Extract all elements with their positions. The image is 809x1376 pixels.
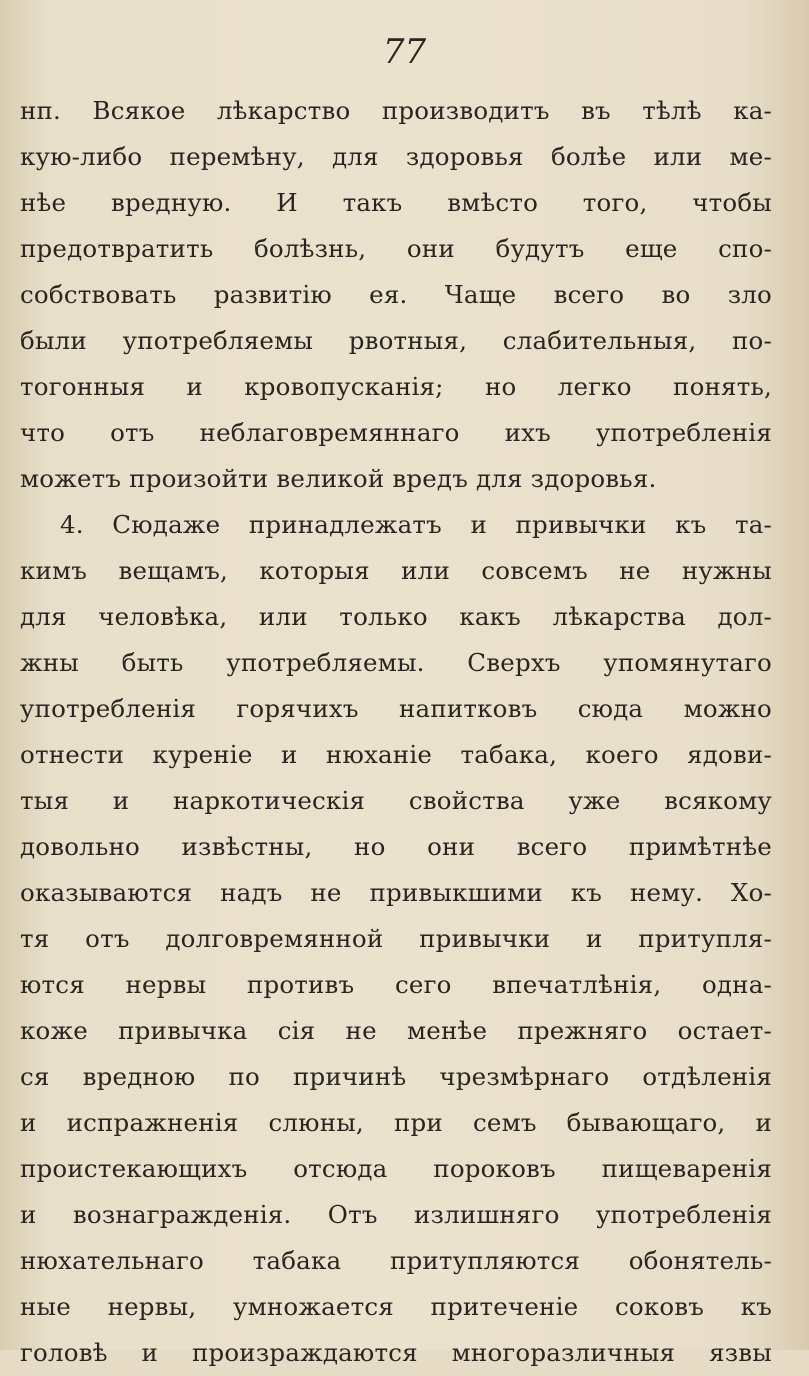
text-line: ся вредною по причинѣ чрезмѣрнаго отдѣленія [20, 1062, 772, 1091]
text-line: и вознагражденія. Отъ излишняго употребленія [20, 1200, 772, 1229]
text-line: жны быть употребляемы. Сверхъ упомянутаго [20, 648, 772, 677]
text-line: предотвратить болѣзнь, они будутъ еще спо- [20, 234, 772, 263]
text-line: нѣе вредную. И такъ вмѣсто того, чтобы [20, 188, 772, 217]
text-line: коже привычка сія не менѣе прежняго остает- [20, 1016, 772, 1045]
text-line: собствовать развитію ея. Чаще всего во зло [20, 280, 772, 309]
text-line: тогонныя и кровопусканія; но легко понять, [20, 372, 772, 401]
text-line: для человѣка, или только какъ лѣкарства дол- [20, 602, 772, 631]
text-line: ются нервы противъ сего впечатлѣнія, одна- [20, 970, 772, 999]
text-line: ные нервы, умножается притеченіе соковъ къ [20, 1292, 772, 1321]
body-text [20, 88, 772, 1376]
text-line: можетъ произойти великой вредъ для здоровья. [20, 464, 657, 493]
text-line: нюхательнаго табака притупляются обонятель- [20, 1246, 772, 1275]
page-number: 77 [382, 32, 427, 72]
text-line: употребленія горячихъ напитковъ сюда можно [20, 694, 772, 723]
text-line: что отъ неблаговремяннаго ихъ употребленія [20, 418, 772, 447]
text-line: тыя и наркотическія свойства уже всякому [20, 786, 772, 815]
text-line: довольно извѣстны, но они всего примѣтнѣе [20, 832, 772, 861]
text-line: тя отъ долговремянной привычки и притупля- [20, 924, 772, 953]
text-line: кую-либо перемѣну, для здоровья болѣе или ме- [20, 142, 772, 171]
text-line: и испражненія слюны, при семъ бывающаго, и [20, 1108, 772, 1137]
text-line: головѣ и произраждаются многоразличныя язвы [20, 1338, 772, 1367]
text-line: оказываются надъ не привыкшими къ нему. Хо- [20, 878, 772, 907]
text-line: нп. Всякое лѣкарство производитъ въ тѣлѣ ка- [20, 96, 772, 125]
text-line: проистекающихъ отсюда пороковъ пищеваренія [20, 1154, 772, 1183]
text-line: были употребляемы рвотныя, слабительныя, по- [20, 326, 772, 355]
text-line: кимъ вещамъ, которыя или совсемъ не нужны [20, 556, 772, 585]
text-line: 4. Сюдаже принадлежатъ и привычки къ та- [60, 510, 772, 539]
text-line: отнести куреніе и нюханіе табака, коего ядови- [20, 740, 772, 769]
